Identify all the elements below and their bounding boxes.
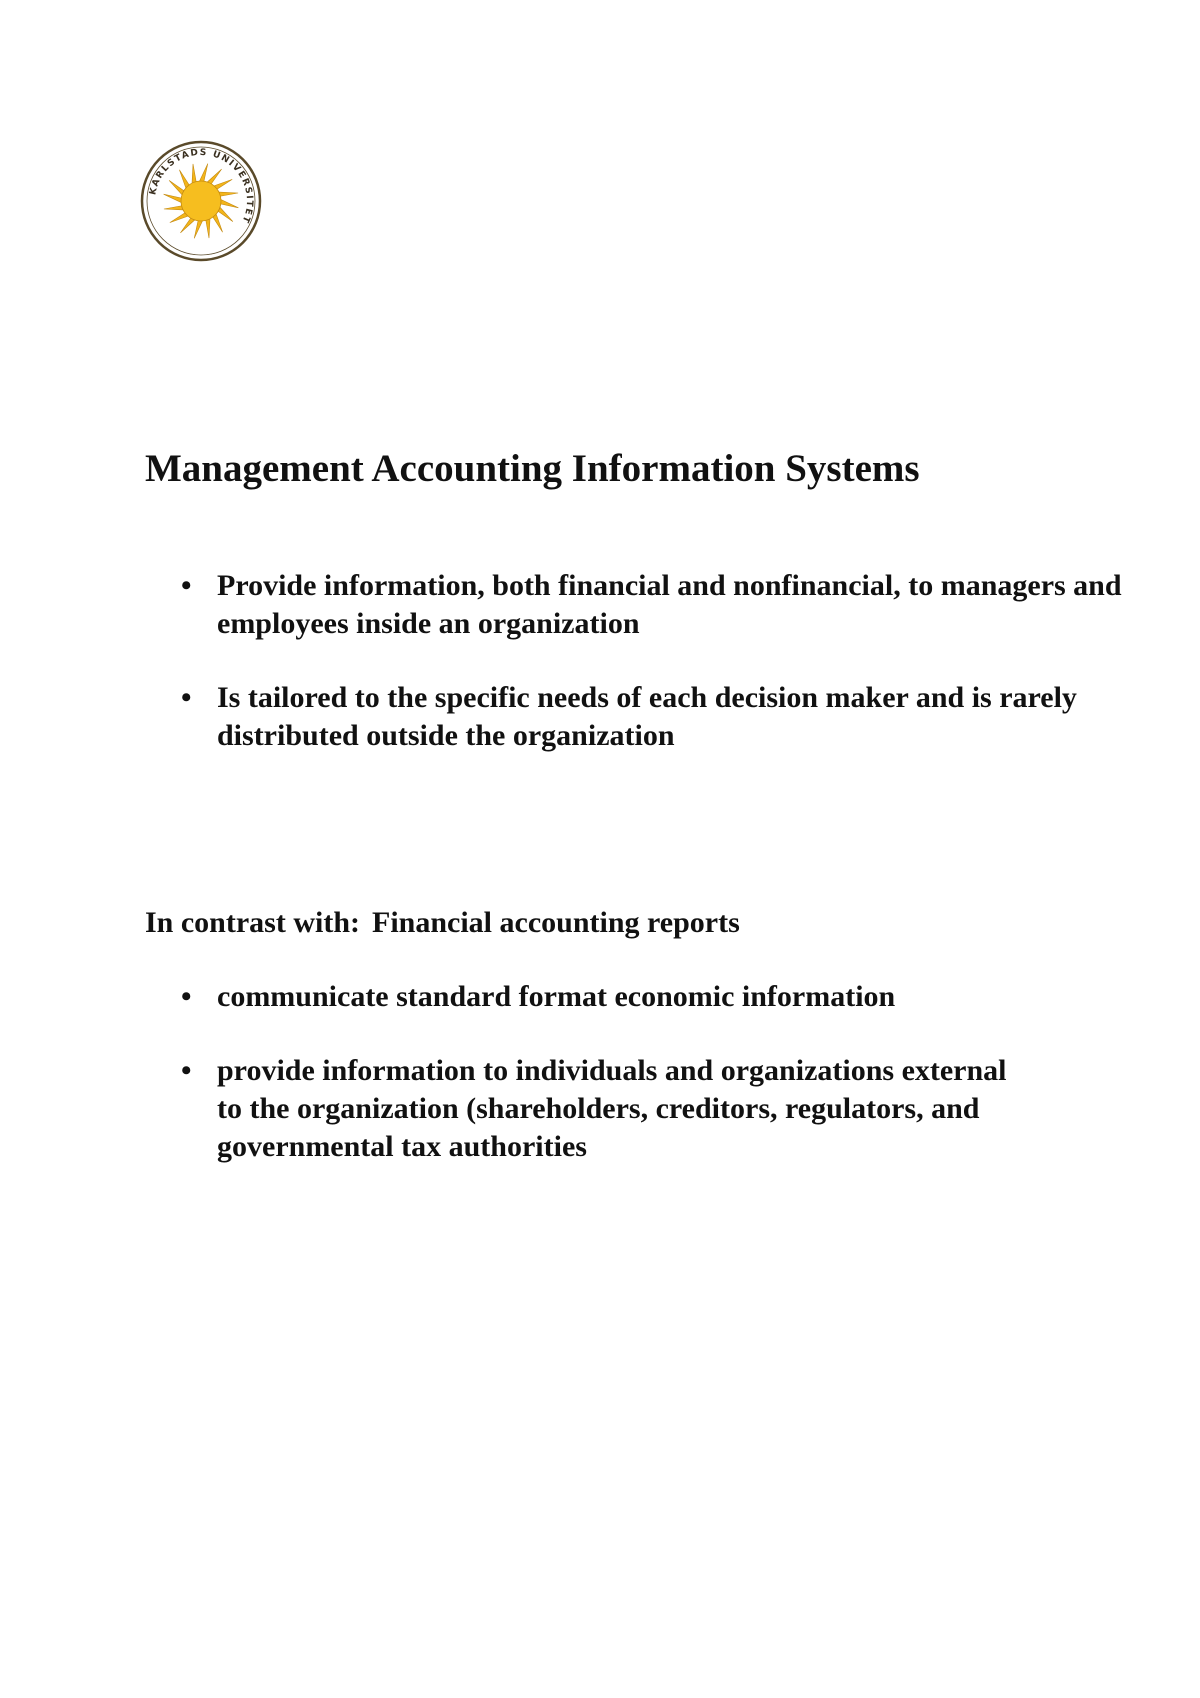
university-seal-logo — [139, 139, 263, 263]
list-item-text: Is tailored to the specific needs of each decision maker and is rarely distributed outside the organization — [217, 681, 1077, 752]
list-item-text: communicate standard format economic information — [217, 980, 896, 1013]
bullet-icon: • — [181, 980, 192, 1013]
contrast-prefix: In contrast with: — [145, 906, 360, 939]
list-item — [145, 1052, 1037, 1166]
list-item — [145, 978, 1037, 1016]
financial-points-list — [145, 978, 1037, 1166]
svg-text:KARLSTADS UNIVERSITET: KARLSTADS UNIVERSITET — [148, 147, 255, 226]
bullet-icon: • — [181, 569, 192, 602]
list-item — [145, 567, 1200, 643]
management-points-list — [145, 567, 1200, 755]
list-item — [145, 679, 1200, 755]
list-item-text: Provide information, both financial and nonfinancial, to managers and employees inside an organization — [217, 569, 1122, 640]
sun-seal-icon — [139, 139, 263, 263]
contrast-subject: Financial accounting reports — [372, 906, 740, 939]
list-item-text: provide information to individuals and organizations external to the organization (shareholders, creditors, regulators, and governmental tax authorities — [217, 1054, 1007, 1163]
page-title: Management Accounting Information Systems — [145, 447, 920, 490]
bullet-icon: • — [181, 681, 192, 714]
bullet-icon: • — [181, 1054, 192, 1087]
contrast-heading — [145, 904, 740, 942]
